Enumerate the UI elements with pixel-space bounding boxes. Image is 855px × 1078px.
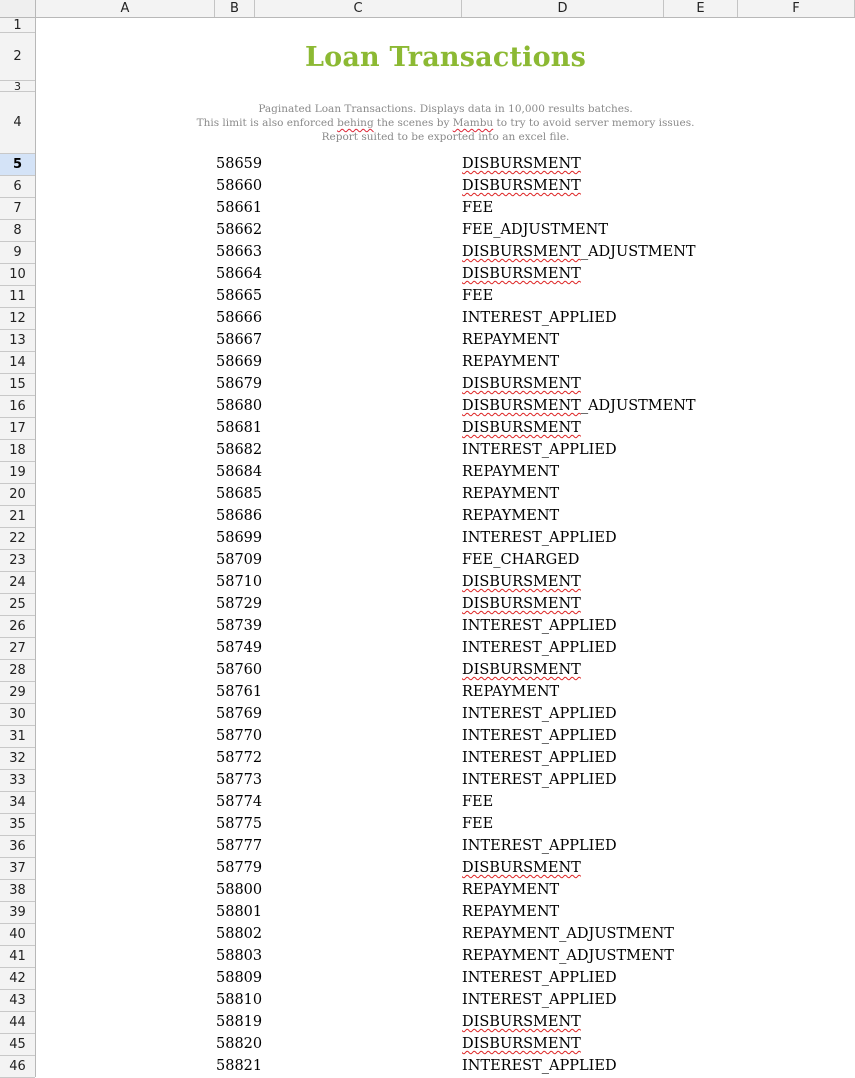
table-row [36,924,855,946]
misspelled-word: Mambu [452,117,494,129]
transaction-id-cell[interactable]: 58710 [216,574,263,590]
transaction-id-cell[interactable]: 58809 [216,970,263,986]
table-row [36,726,855,748]
transaction-id-cell[interactable]: 58761 [216,684,263,700]
table-row [36,880,855,902]
transaction-id-cell[interactable]: 58699 [216,530,263,546]
row-header-6[interactable]: 6 [0,176,35,198]
table-row [36,660,855,682]
transaction-id-cell[interactable]: 58773 [216,772,263,788]
transaction-id-cell[interactable]: 58666 [216,310,263,326]
transaction-id-cell[interactable]: 58669 [216,354,263,370]
table-row [36,330,855,352]
column-header-c[interactable]: C [255,0,462,17]
transaction-id-cell[interactable]: 58821 [216,1058,263,1074]
table-row [36,748,855,770]
row-header-3[interactable]: 3 [0,81,35,92]
transaction-id-cell[interactable]: 58681 [216,420,263,436]
misspelled-word: DISBURSMENT [462,376,581,392]
table-row [36,506,855,528]
column-header-e[interactable]: E [664,0,738,17]
transaction-id-cell[interactable]: 58664 [216,266,263,282]
transaction-id-cell[interactable]: 58803 [216,948,263,964]
transaction-type-cell[interactable] [462,860,581,876]
description-text: the scenes by [373,117,453,129]
table-row [36,396,855,418]
table-row [36,814,855,836]
transaction-type-cell[interactable]: FEE_CHARGED [462,552,580,568]
cell-text: _ADJUSTMENT [580,398,696,414]
row-header-44[interactable]: 44 [0,1012,35,1034]
row-header-5[interactable]: 5 [0,154,35,176]
transaction-id-cell[interactable]: 58760 [216,662,263,678]
table-row [36,682,855,704]
row-header-10[interactable]: 10 [0,264,35,286]
transaction-type-cell[interactable]: REPAYMENT_ADJUSTMENT [462,926,674,942]
row-header-25[interactable]: 25 [0,594,35,616]
row-header-32[interactable]: 32 [0,748,35,770]
table-row [36,1056,855,1078]
transaction-id-cell[interactable]: 58770 [216,728,263,744]
transaction-type-cell[interactable]: INTEREST_APPLIED [462,970,617,986]
select-all-corner[interactable] [0,0,36,17]
transaction-type-cell[interactable]: REPAYMENT [462,508,560,524]
row-header-24[interactable]: 24 [0,572,35,594]
transaction-type-cell[interactable]: INTEREST_APPLIED [462,640,617,656]
row-header-22[interactable]: 22 [0,528,35,550]
transaction-type-cell[interactable]: FEE [462,288,494,304]
row-header-34[interactable]: 34 [0,792,35,814]
transaction-type-cell[interactable]: INTEREST_APPLIED [462,838,617,854]
transaction-type-cell[interactable]: INTEREST_APPLIED [462,706,617,722]
transaction-id-cell[interactable]: 58729 [216,596,263,612]
misspelled-word: DISBURSMENT [462,178,581,194]
row-header-33[interactable]: 33 [0,770,35,792]
transaction-type-cell[interactable]: REPAYMENT [462,904,560,920]
transaction-type-cell[interactable]: INTEREST_APPLIED [462,442,617,458]
transaction-id-cell[interactable]: 58662 [216,222,263,238]
table-row [36,858,855,880]
table-row [36,176,855,198]
misspelled-word: DISBURSMENT [462,574,581,590]
row-header-11[interactable]: 11 [0,286,35,308]
transaction-id-cell[interactable]: 58749 [216,640,263,656]
table-row [36,990,855,1012]
row-header-17[interactable]: 17 [0,418,35,440]
row-header-37[interactable]: 37 [0,858,35,880]
cell-text: _ADJUSTMENT [580,244,696,260]
table-row [36,704,855,726]
transaction-id-cell[interactable]: 58801 [216,904,263,920]
row-header-1[interactable]: 1 [0,18,35,33]
transaction-type-cell[interactable] [462,376,581,392]
row-header-28[interactable]: 28 [0,660,35,682]
table-row [36,462,855,484]
table-row [36,264,855,286]
transaction-id-cell[interactable]: 58684 [216,464,263,480]
misspelled-word: DISBURSMENT [462,662,581,678]
table-row [36,440,855,462]
transaction-id-cell[interactable]: 58772 [216,750,263,766]
transaction-type-cell[interactable] [462,266,581,282]
row-header-30[interactable]: 30 [0,704,35,726]
description-line-3: Report suited to be exported into an excel file. [321,131,570,143]
row-header-21[interactable]: 21 [0,506,35,528]
transaction-type-cell[interactable]: FEE [462,816,494,832]
transaction-type-cell[interactable]: FEE [462,200,494,216]
transaction-type-cell[interactable] [462,596,581,612]
row-header-43[interactable]: 43 [0,990,35,1012]
transaction-type-cell[interactable]: FEE [462,794,494,810]
row-header-bar [0,18,36,1077]
transaction-type-cell[interactable] [462,398,696,414]
column-header-a[interactable]: A [36,0,215,17]
transaction-type-cell[interactable]: REPAYMENT_ADJUSTMENT [462,948,674,964]
transaction-id-cell[interactable]: 58769 [216,706,263,722]
sheet-grid[interactable] [36,18,855,1077]
transaction-id-cell[interactable]: 58685 [216,486,263,502]
table-row [36,528,855,550]
transaction-type-cell[interactable]: REPAYMENT [462,486,560,502]
transaction-type-cell[interactable]: INTEREST_APPLIED [462,310,617,326]
row-header-23[interactable]: 23 [0,550,35,572]
transaction-type-cell[interactable]: INTEREST_APPLIED [462,750,617,766]
row-header-38[interactable]: 38 [0,880,35,902]
row-header-31[interactable]: 31 [0,726,35,748]
transaction-type-cell[interactable]: INTEREST_APPLIED [462,1058,617,1074]
transaction-id-cell[interactable]: 58663 [216,244,263,260]
table-row [36,1012,855,1034]
row-header-12[interactable]: 12 [0,308,35,330]
column-header-f[interactable]: F [738,0,855,17]
transaction-id-cell[interactable]: 58682 [216,442,263,458]
transaction-id-cell[interactable]: 58820 [216,1036,263,1052]
transaction-type-cell[interactable]: REPAYMENT [462,332,560,348]
transaction-type-cell[interactable]: INTEREST_APPLIED [462,772,617,788]
table-row [36,308,855,330]
transaction-id-cell[interactable]: 58659 [216,156,263,172]
transaction-type-cell[interactable]: INTEREST_APPLIED [462,530,617,546]
transaction-type-cell[interactable]: REPAYMENT [462,464,560,480]
table-row [36,154,855,176]
transaction-id-cell[interactable]: 58775 [216,816,263,832]
transaction-id-cell[interactable]: 58679 [216,376,263,392]
transaction-type-cell[interactable] [462,178,581,194]
row-header-18[interactable]: 18 [0,440,35,462]
transaction-type-cell[interactable]: INTEREST_APPLIED [462,728,617,744]
row-header-19[interactable]: 19 [0,462,35,484]
table-row [36,792,855,814]
row-header-8[interactable]: 8 [0,220,35,242]
transaction-type-cell[interactable] [462,1014,581,1030]
misspelled-word: DISBURSMENT [462,596,581,612]
column-header-b[interactable]: B [215,0,255,17]
transaction-id-cell[interactable]: 58686 [216,508,263,524]
table-row [36,572,855,594]
transaction-id-cell[interactable]: 58774 [216,794,263,810]
transaction-type-cell[interactable]: INTEREST_APPLIED [462,618,617,634]
table-row [36,638,855,660]
report-description [36,102,855,144]
description-line-2 [36,116,855,130]
transaction-id-cell[interactable]: 58819 [216,1014,263,1030]
description-text: to try to avoid server memory issues. [493,117,695,129]
column-header-d[interactable]: D [462,0,664,17]
row-header-7[interactable]: 7 [0,198,35,220]
transaction-type-cell[interactable]: REPAYMENT [462,684,560,700]
transaction-type-cell[interactable]: FEE_ADJUSTMENT [462,222,609,238]
table-row [36,616,855,638]
row-header-16[interactable]: 16 [0,396,35,418]
transaction-id-cell[interactable]: 58739 [216,618,263,634]
description-line-1: Paginated Loan Transactions. Displays data in 10,000 results batches. [258,103,633,115]
row-header-46[interactable]: 46 [0,1056,35,1078]
table-row [36,1034,855,1056]
transaction-type-cell[interactable] [462,244,696,260]
row-header-14[interactable]: 14 [0,352,35,374]
report-title: Loan Transactions [304,42,587,73]
table-row [36,968,855,990]
transaction-type-cell[interactable]: INTEREST_APPLIED [462,992,617,1008]
row-header-4[interactable]: 4 [0,92,35,154]
table-row [36,418,855,440]
transaction-id-cell[interactable]: 58667 [216,332,263,348]
transaction-type-cell[interactable] [462,662,581,678]
description-text: This limit is also enforced [196,117,338,129]
transaction-id-cell[interactable]: 58661 [216,200,263,216]
row-header-41[interactable]: 41 [0,946,35,968]
row-header-29[interactable]: 29 [0,682,35,704]
transaction-type-cell[interactable]: REPAYMENT [462,354,560,370]
table-row [36,550,855,572]
table-row [36,286,855,308]
table-row [36,770,855,792]
row-header-36[interactable]: 36 [0,836,35,858]
transaction-type-cell[interactable] [462,1036,581,1052]
transaction-id-cell[interactable]: 58665 [216,288,263,304]
misspelled-word: DISBURSMENT [462,398,581,414]
row-header-15[interactable]: 15 [0,374,35,396]
table-row [36,594,855,616]
row-header-2[interactable]: 2 [0,33,35,81]
transaction-id-cell[interactable]: 58802 [216,926,263,942]
misspelled-word: DISBURSMENT [462,1036,581,1052]
table-row [36,198,855,220]
transaction-type-cell[interactable] [462,420,581,436]
row-header-27[interactable]: 27 [0,638,35,660]
misspelled-word: DISBURSMENT [462,860,581,876]
transaction-id-cell[interactable]: 58779 [216,860,263,876]
column-header-bar [0,0,855,18]
row-header-13[interactable]: 13 [0,330,35,352]
transaction-id-cell[interactable]: 58680 [216,398,263,414]
table-row [36,242,855,264]
misspelled-word: DISBURSMENT [462,244,581,260]
misspelled-word: DISBURSMENT [462,420,581,436]
table-row [36,946,855,968]
misspelled-word: DISBURSMENT [462,1014,581,1030]
table-row [36,374,855,396]
row-header-45[interactable]: 45 [0,1034,35,1056]
misspelled-word: DISBURSMENT [462,156,581,172]
misspelled-word: behing [337,117,374,129]
row-header-42[interactable]: 42 [0,968,35,990]
row-header-9[interactable]: 9 [0,242,35,264]
transaction-id-cell[interactable]: 58777 [216,838,263,854]
row-header-35[interactable]: 35 [0,814,35,836]
transaction-type-cell[interactable]: REPAYMENT [462,882,560,898]
transaction-type-cell[interactable] [462,574,581,590]
transaction-id-cell[interactable]: 58709 [216,552,263,568]
row-header-20[interactable]: 20 [0,484,35,506]
row-header-40[interactable]: 40 [0,924,35,946]
table-row [36,484,855,506]
row-header-39[interactable]: 39 [0,902,35,924]
transaction-id-cell[interactable]: 58660 [216,178,263,194]
table-row [36,352,855,374]
table-row [36,902,855,924]
misspelled-word: DISBURSMENT [462,266,581,282]
transaction-type-cell[interactable] [462,156,581,172]
table-row [36,836,855,858]
table-row [36,220,855,242]
transaction-id-cell[interactable]: 58800 [216,882,263,898]
transaction-id-cell[interactable]: 58810 [216,992,263,1008]
row-header-26[interactable]: 26 [0,616,35,638]
